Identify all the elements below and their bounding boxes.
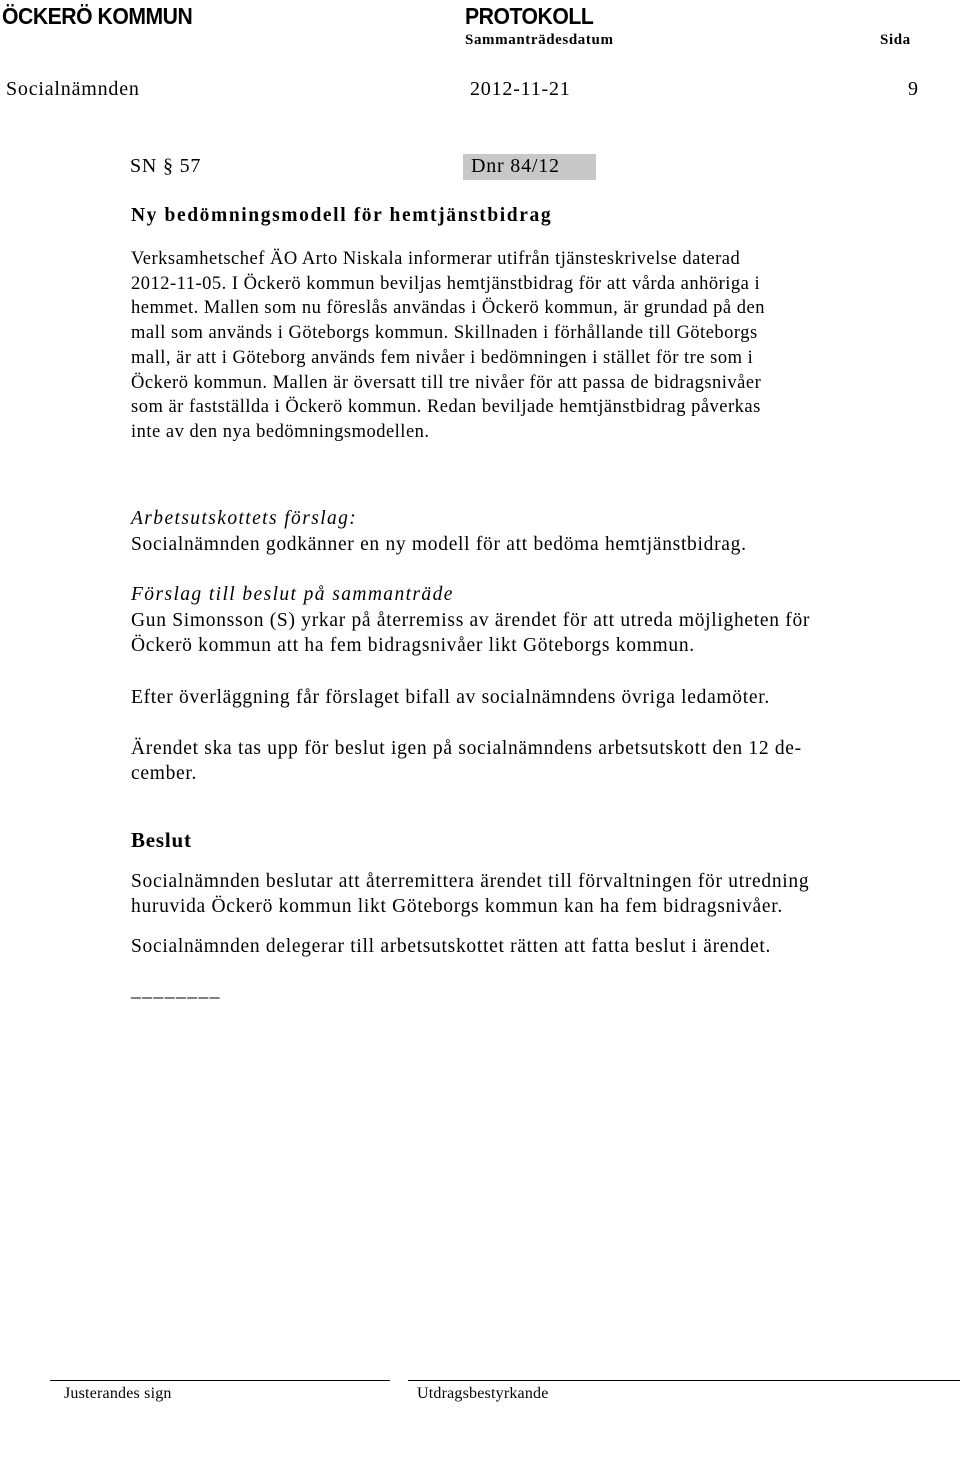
footer-divider-right	[408, 1380, 960, 1381]
text-line: Öckerö kommun att ha fem bidragsnivåer likt Göteborgs kommun.	[131, 635, 695, 656]
meeting-date: 2012-11-21	[470, 78, 571, 100]
text-line: 2012-11-05. I Öckerö kommun beviljas hemtjänstbidrag för att vårda anhöriga i	[131, 273, 761, 294]
decision-paragraph-2: Socialnämnden delegerar till arbetsutskottet rätten att fatta beslut i ärendet.	[131, 936, 772, 957]
intro-paragraph	[131, 247, 931, 445]
footer-certification-label: Utdragsbestyrkande	[417, 1385, 549, 1402]
text-line: Ärendet ska tas upp för beslut igen på socialnämndens arbetsutskott den 12 de-	[131, 738, 802, 759]
text-line: som är fastställda i Öckerö kommun. Redan beviljade hemtjänstbidrag påverkas	[131, 397, 761, 418]
text-line: Gun Simonsson (S) yrkar på återremiss av ärendet för att utreda möjligheten för	[131, 610, 811, 631]
footer-signature-label: Justerandes sign	[64, 1385, 172, 1402]
municipality-name: ÖCKERÖ KOMMUN	[2, 3, 193, 29]
meeting-proposal-text	[131, 608, 936, 658]
case-number: SN § 57	[130, 155, 202, 177]
board-name: Socialnämnden	[6, 78, 140, 100]
au-proposal-heading: Arbetsutskottets förslag:	[131, 508, 358, 529]
deliberation-text: Efter överläggning får förslaget bifall av socialnämndens övriga ledamöter.	[131, 687, 770, 708]
text-line: mall, är att i Göteborg används fem nivåer i bedömningen i stället för tre som i	[131, 347, 754, 368]
text-line: Socialnämnden beslutar att återremittera ärendet till förvaltningen för utredning	[131, 871, 810, 892]
footer-divider-left	[50, 1380, 390, 1381]
meeting-proposal-heading: Förslag till beslut på sammanträde	[131, 584, 454, 605]
document-type: PROTOKOLL	[465, 3, 594, 29]
case-title: Ny bedömningsmodell för hemtjänstbidrag	[131, 205, 553, 226]
text-line: Öckerö kommun. Mallen är översatt till tre nivåer för att passa de bidragsnivåer	[131, 372, 762, 393]
text-line: mall som används i Göteborgs kommun. Skillnaden i förhållande till Göteborgs	[131, 323, 758, 344]
return-text	[131, 736, 936, 786]
end-mark: ________	[131, 980, 221, 1001]
text-line: huruvida Öckerö kommun likt Göteborgs kommun kan ha fem bidragsnivåer.	[131, 896, 783, 917]
au-proposal-text: Socialnämnden godkänner en ny modell för att bedöma hemtjänstbidrag.	[131, 534, 747, 555]
text-line: inte av den nya bedömningsmodellen.	[131, 421, 430, 442]
decision-paragraph-1	[131, 869, 936, 919]
text-line: cember.	[131, 763, 198, 784]
decision-heading: Beslut	[131, 828, 192, 852]
text-line: hemmet. Mallen som nu föreslås användas i Öckerö kommun, är grundad på den	[131, 298, 765, 319]
page-label: Sida	[880, 32, 911, 48]
page-number: 9	[908, 78, 919, 100]
diary-number: Dnr 84/12	[471, 155, 560, 177]
text-line: Verksamhetschef ÄO Arto Niskala informerar utifrån tjänsteskrivelse daterad	[131, 249, 741, 269]
date-label: Sammanträdesdatum	[465, 32, 614, 48]
